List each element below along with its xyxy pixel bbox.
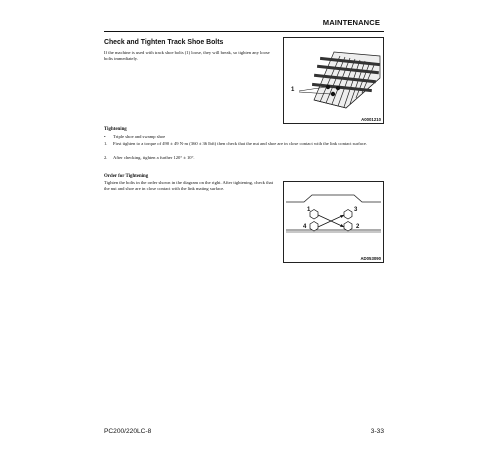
intro-paragraph: If the machine is used with track shoe bolts (1) loose, they will break, so tighten any loose bolts immediately. [104,50,270,62]
bolt-callout-label: 1 [291,87,295,93]
order-paragraph: Tighten the bolts in the order shown in the diagram on the right. After tightening, check that the nut and shoe are in close contact with the link mating surface. [104,180,274,192]
footer-model: PC200/220LC-8 [104,428,152,435]
section-header: MAINTENANCE [322,18,380,27]
order-label-2: 2 [356,224,360,230]
page-title: Check and Tighten Track Shoe Bolts [104,39,224,46]
tightening-order-figure [283,181,384,263]
tightening-order-diagram [284,182,383,262]
figure-code: A0001210 [361,117,381,122]
track-shoe-illustration [284,38,383,123]
order-heading: Order for Tightening [104,174,149,179]
bullet-icon: • [104,134,106,139]
step-number: 2. [104,155,108,160]
step-item [104,141,386,147]
step-text: First tighten to a torque of 490 ± 49 N·m (360 ± 36 lbft) then check that the nut and shoe are in close contact with the link contact surface. [113,141,368,146]
order-label-1: 1 [307,207,311,213]
step-text: After checking, tighten a further 120° ± 10°. [113,155,195,160]
step-number: 1. [104,141,108,146]
page-number: 3-33 [370,428,384,435]
track-shoe-figure [283,37,384,124]
tightening-heading: Tightening [104,127,127,132]
bullet-text: Triple shoe and swamp shoe [113,134,166,139]
step-item [104,155,386,161]
order-label-3: 3 [354,207,358,213]
order-label-4: 4 [303,224,307,230]
bullet-item [104,134,165,139]
header-rule [104,31,384,32]
figure-code: AD053090 [360,256,381,261]
